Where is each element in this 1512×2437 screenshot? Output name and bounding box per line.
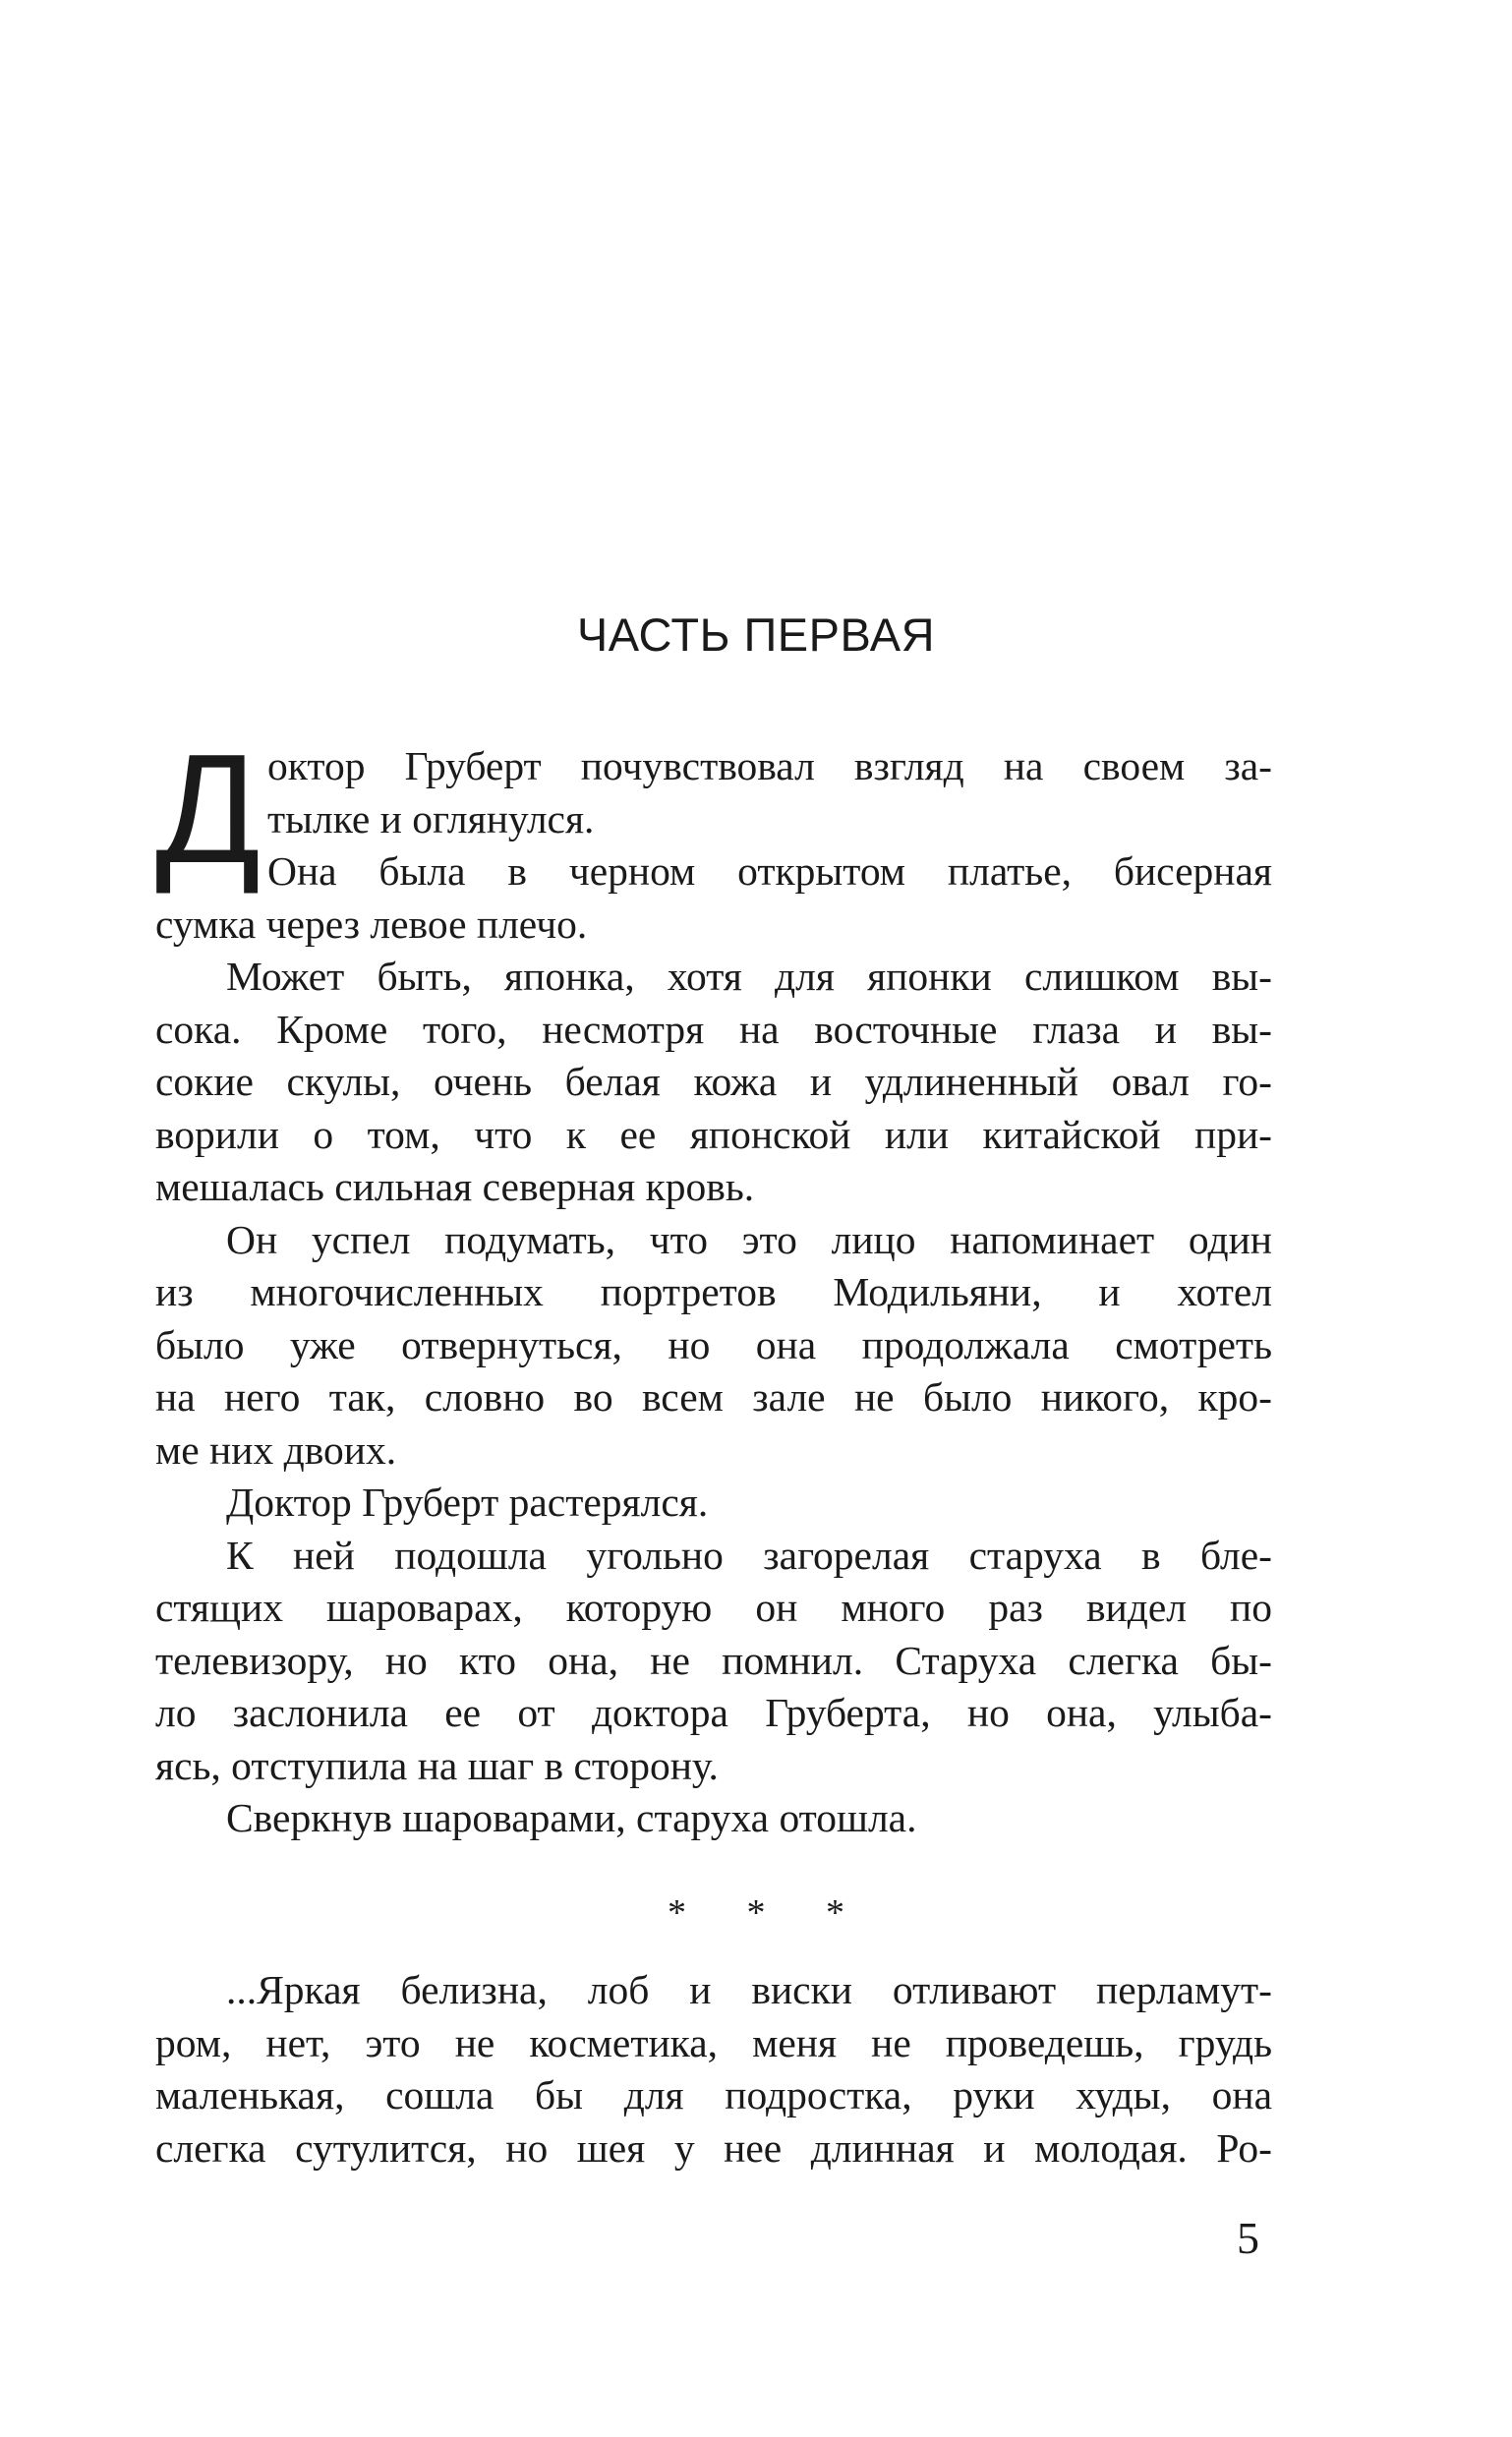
paragraph-3 bbox=[155, 951, 1272, 1214]
text-line: мешалась сильная северная кровь. bbox=[155, 1164, 755, 1209]
text-line: октор Груберт почувствовал взгляд на своем за- bbox=[267, 743, 1272, 788]
after-break-text bbox=[155, 1964, 1272, 2175]
text-line: телевизору, но кто она, не помнил. Старуха слегка бы- bbox=[155, 1637, 1272, 1683]
text-line: из многочисленных портретов Модильяни, и хотел bbox=[155, 1269, 1272, 1314]
text-line: ясь, отступила на шаг в сторону. bbox=[155, 1742, 719, 1788]
drop-cap: Д bbox=[155, 723, 262, 896]
paragraph-6 bbox=[155, 1530, 1272, 1793]
paragraph-7 bbox=[155, 1792, 1272, 1845]
text-line: сокие скулы, очень белая кожа и удлиненный овал го- bbox=[155, 1059, 1272, 1104]
paragraph-5 bbox=[155, 1477, 1272, 1530]
text-line: было уже отвернуться, но она продолжала смотреть bbox=[155, 1321, 1272, 1367]
text-line: Он успел подумать, что это лицо напоминает один bbox=[226, 1216, 1272, 1262]
text-line: ворили о том, что к ее японской или китайской при- bbox=[155, 1111, 1272, 1157]
part-title: ЧАСТЬ ПЕРВАЯ bbox=[576, 609, 936, 661]
text-line: ме них двоих. bbox=[155, 1426, 397, 1473]
paragraph-4 bbox=[155, 1214, 1272, 1478]
text-line: на него так, словно во всем зале не было никого, кро- bbox=[155, 1374, 1272, 1420]
text-line: ...Яркая белизна, лоб и виски отливают перламут- bbox=[226, 1967, 1272, 2012]
text-line: Доктор Груберт растерялся. bbox=[226, 1480, 709, 1525]
paragraph-2 bbox=[155, 845, 1272, 951]
main-text bbox=[155, 723, 1272, 1845]
text-line: ло заслонила ее от доктора Груберта, но она, улыба- bbox=[155, 1690, 1272, 1735]
text-line: Сверкнув шароварами, старуха отошла. bbox=[226, 1795, 917, 1840]
text-line: Она была в черном открытом платье, бисерная bbox=[267, 848, 1272, 894]
text-line: Может быть, японка, хотя для японки слишком вы- bbox=[226, 954, 1272, 999]
text-line: стящих шароварах, которую он много раз видел по bbox=[155, 1585, 1272, 1630]
page-number: 5 bbox=[1237, 2213, 1259, 2263]
text-line: сумка через левое плечо. bbox=[155, 900, 588, 947]
text-line: сока. Кроме того, несмотря на восточные глаза и вы- bbox=[155, 1006, 1272, 1052]
text-line: слегка сутулится, но шея у нее длинная и молодая. Ро- bbox=[155, 2124, 1272, 2171]
text-line: ром, нет, это не косметика, меня не проведешь, грудь bbox=[155, 2019, 1272, 2065]
paragraph-8 bbox=[155, 1964, 1272, 2175]
text-line: К ней подошла угольно загорелая старуха в бле- bbox=[226, 1532, 1272, 1578]
section-separator: * * * bbox=[668, 1892, 870, 1934]
text-line: тылке и оглянулся. bbox=[267, 795, 595, 841]
text-line: маленькая, сошла бы для подростка, руки худы, она bbox=[155, 2072, 1272, 2118]
